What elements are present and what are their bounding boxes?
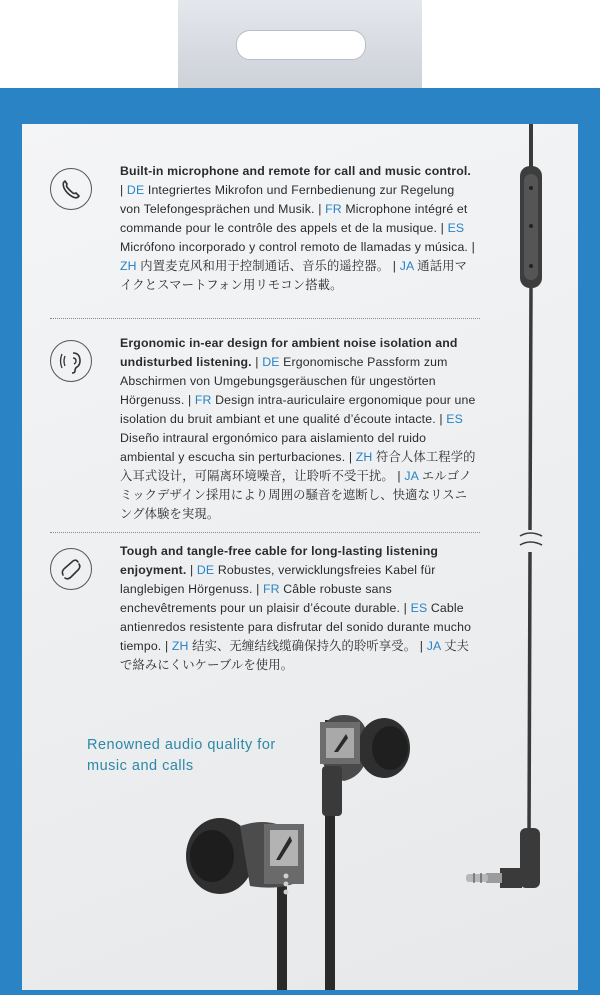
feature-text: 丈夫で絡みにくいケーブルを使用。: [120, 639, 470, 672]
feature-text: Microphone intégré et commande pour le contrôle des appels et de la musique.: [120, 202, 468, 235]
feature-text: |: [400, 601, 411, 615]
jack-housing: [520, 828, 540, 888]
feature-text: 内置麦克风和用于控制通话、音乐的遥控器。: [136, 259, 390, 273]
language-code: ZH: [120, 259, 137, 273]
feature-text: |: [161, 639, 172, 653]
feature-text: |: [389, 259, 400, 273]
feature-text: |: [393, 469, 405, 483]
feature-headline: Ergonomic in-ear design for ambient noise isolation and undisturbed listening.: [120, 336, 458, 369]
feature-text: Ergonomische Passform zum Abschirmen von Umgebungsgeräuschen für ungestörten Hörgenuss.: [120, 355, 448, 407]
feature-text: Câble robuste sans enchevêtrements pour un plaisir d’écoute durable.: [120, 582, 401, 615]
cable-lower: [529, 552, 530, 840]
feature-text: Integriertes Mikrofon und Fernbedienung zur Regelung von Telefongesprächen und Musik.: [120, 183, 455, 216]
feature-text: 符合人体工程学的入耳式设计，可隔离环境噪音，让聆听不受干扰。: [120, 450, 476, 483]
feature-text: |: [437, 221, 448, 235]
feature-text: |: [345, 450, 356, 464]
language-code: DE: [196, 563, 215, 577]
cable-middle: [530, 288, 531, 530]
feature-text: |: [435, 412, 447, 426]
tagline: Renowned audio quality for music and calls: [87, 737, 276, 774]
feature-text: |: [416, 639, 427, 653]
feature-text: |: [251, 355, 263, 369]
feature-text: |: [252, 582, 263, 596]
language-code: ES: [446, 412, 463, 426]
language-code: FR: [194, 393, 212, 407]
feature-text: |: [186, 563, 197, 577]
language-code: DE: [262, 355, 280, 369]
language-code: JA: [404, 469, 419, 483]
feature-text: エルゴノミックデザイン採用により周囲の騒音を遮断し、快適なリスニング体験を実現。: [120, 469, 472, 521]
feature-headline: Built-in microphone and remote for call and music control.: [120, 164, 472, 178]
feature-text: |: [184, 393, 195, 407]
feature-text: Design intra-auriculaire ergonomique pour une isolation du bruit ambiant et une qualité d’écoute intacte.: [120, 393, 476, 426]
language-code: JA: [399, 259, 414, 273]
feature-text: Diseño intraural ergonómico para aislamiento del ruido ambiental y escucha sin perturbaciones.: [120, 431, 427, 464]
feature-text: Micrófono incorporado y control remoto de llamadas y música.: [120, 240, 468, 254]
jack-plug: [486, 873, 502, 883]
language-code: DE: [126, 183, 145, 197]
language-code: ES: [410, 601, 428, 615]
language-code: ES: [447, 221, 465, 235]
feature-text: Cable antienredos resistente para disfrutar del sonido durante mucho tiempo.: [120, 601, 472, 653]
feature-text: |: [120, 183, 127, 197]
cable-break-mark: [520, 533, 542, 545]
feature-text: |: [468, 240, 475, 254]
language-code: FR: [325, 202, 342, 216]
feature-text: 结实、无缠结线缆确保持久的聆听享受。: [188, 639, 417, 653]
language-code: JA: [426, 639, 441, 653]
feature-text: Robustes, verwicklungsfreies Kabel für langlebigen Hörgenuss.: [120, 563, 436, 596]
feature-headline: Tough and tangle-free cable for long-lasting listening enjoyment.: [120, 544, 439, 577]
language-code: FR: [263, 582, 280, 596]
feature-text: |: [314, 202, 326, 216]
feature-text: 通話用マイクとスマートフォン用リモコン搭載。: [120, 259, 468, 292]
language-code: ZH: [171, 639, 189, 653]
language-code: ZH: [355, 450, 373, 464]
